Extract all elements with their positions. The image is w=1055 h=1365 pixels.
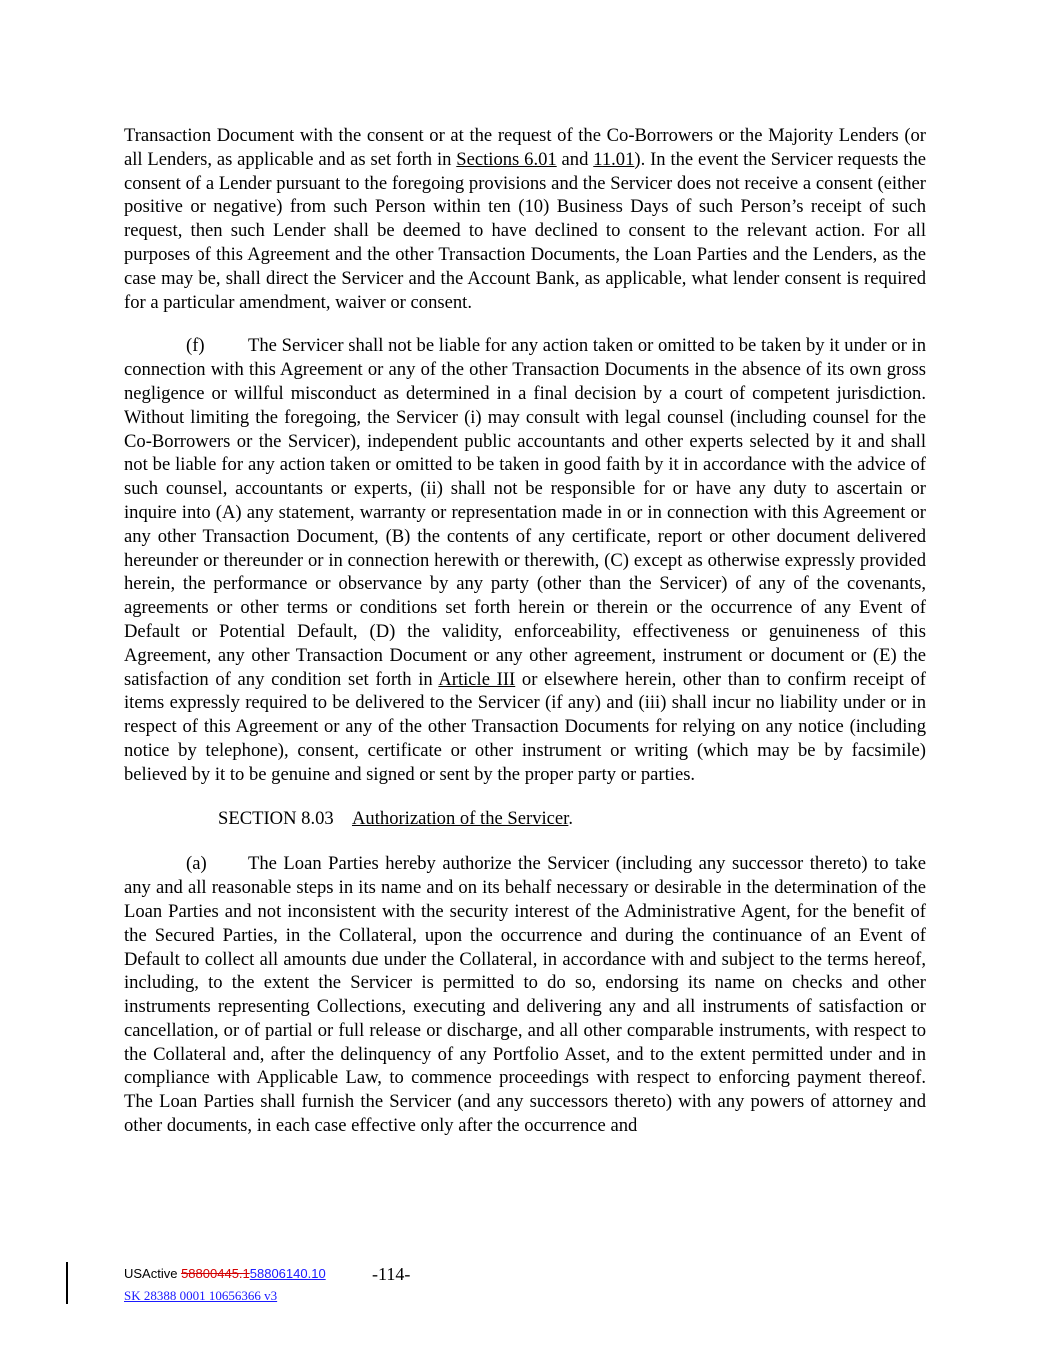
section-heading: SECTION 8.03 Authorization of the Servicer. [218, 807, 573, 829]
paragraph-e-continuation: Transaction Document with the consent or at the request of the Co-Borrowers or the Majority Lenders (or all Lenders, as applicable and as set forth in Sections 6.01 and 11.01). In the event the Servicer requests the consent of a Lender pursuant to the foregoing provisions and the Servicer does not receive a consent (either positive or negative) from such Person within ten (10) Business Days of such Person’s receipt of such request, then such Lender shall be deemed to have declined to consent to the relevant action. For all purposes of this Agreement and the other Transaction Documents, the Loan Parties and the Lenders, as the case may be, shall direct the Servicer and the Account Bank, as applicable, what lender consent is required for a particular amendment, waiver or consent. [124, 125, 926, 313]
section-title: Authorization of the Servicer [352, 807, 569, 829]
sections-reference: Sections 6.01 [456, 148, 557, 170]
paragraph-label: (a) [186, 853, 207, 875]
footer-doc-number: USActive 58800445.158806140.10 [124, 1266, 326, 1281]
document-page [124, 124, 926, 1138]
paragraph-f: (f) The Servicer shall not be liable for any action taken or omitted to be taken by it under or in connection with this Agreement or any of the other Transaction Documents in the absence of its own gross negligence or willful misconduct as determined in a final decision by a court of competent jurisdiction. Without limiting the foregoing, the Servicer (i) may consult with legal counsel (including counsel for the Co-Borrowers or the Servicer), independent public accountants and other experts selected by it and shall not be liable for any action taken or omitted to be taken in good faith by it in accordance with the advice of such counsel, accountants or experts, (ii) shall not be responsible for or have any duty to ascertain or inquire into (A) any statement, warranty or representation made in or in connection with this Agreement or any other Transaction Document, (B) the contents of any certificate, report or other document delivered hereunder or thereunder or in connection herewith or therewith, (C) except as otherwise expressly provided herein, the performance or observance by any party (other than the Servicer) of any of the covenants, agreements or other terms or conditions set forth herein or therein or the occurrence of any Event of Default or Potential Default, (D) the validity, enforceability, effectiveness or genuineness of this Agreement, any other Transaction Document or any other agreement, instrument or document or (E) the satisfaction of any condition set forth in Article III or elsewhere herein, other than to confirm receipt of items expressly required to be delivered to the Servicer (if any) and (iii) shall incur no liability under or in respect of this Agreement or any of the other Transaction Documents for relying on any notice (including notice by telephone), consent, certificate or other instrument or writing (which may be by facsimile) believed by it to be genuine and signed or sent by the proper party or parties. [124, 335, 926, 785]
page-number: -114- [372, 1264, 411, 1284]
section-reference: 11.01 [593, 148, 635, 170]
paragraph-a: (a) The Loan Parties hereby authorize the Servicer (including any successor thereto) to take any and all reasonable steps in its name and on its behalf necessary or desirable in the determination of the Loan Parties and not inconsistent with the security interest of the Administrative Agent, for the benefit of the Secured Parties, in the Collateral, upon the occurrence and during the continuance of an Event of Default to collect all amounts due under the Collateral, in accordance with and subject to the terms hereof, including, to the extent the Servicer is permitted to do so, endorsing its name on checks and other instruments representing Collections, executing and delivering any and all instruments of satisfaction or cancellation, or of partial or full release or discharge, and all other comparable instruments, with respect to the Collateral and, after the delinquency of any Portfolio Asset, and to the extent permitted under and in compliance with Applicable Law, to commence proceedings with respect to enforcing payment thereof. The Loan Parties shall furnish the Servicer (and any successors thereto) with any powers of attorney and other documents, in each case effective only after the occurrence and [124, 853, 926, 1137]
deleted-doc-number: 58800445.1 [181, 1266, 250, 1281]
footer-doc-id: SK 28388 0001 10656366 v3 [124, 1288, 278, 1303]
inserted-doc-number: 58806140.10 [249, 1266, 326, 1281]
change-bar [66, 1262, 68, 1304]
article-reference: Article III [438, 668, 516, 690]
section-number: SECTION 8.03 [218, 807, 334, 829]
paragraph-label: (f) [186, 335, 205, 357]
